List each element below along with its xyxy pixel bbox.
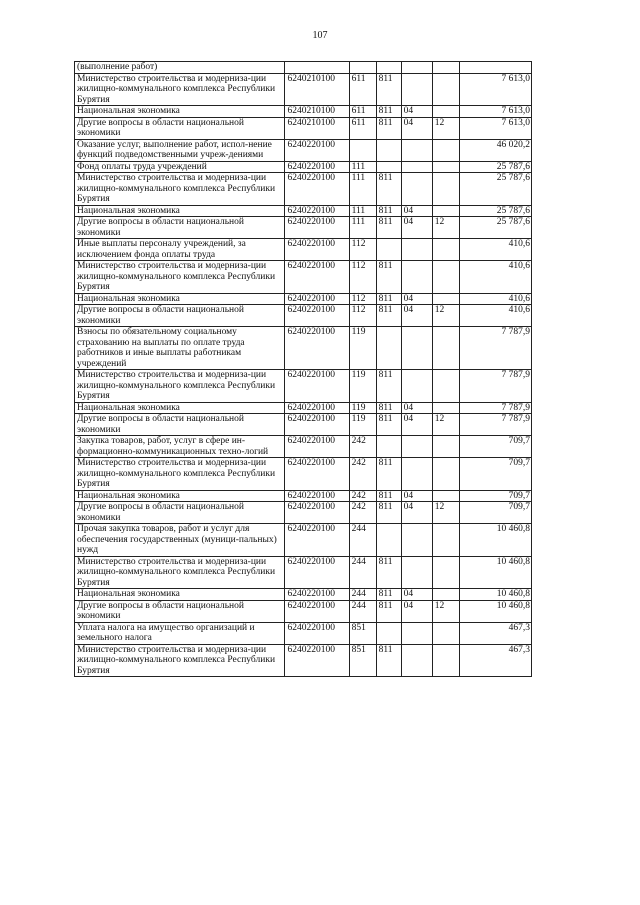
expense-type-cell: 111 <box>349 217 376 239</box>
department-code-cell: 811 <box>376 370 401 403</box>
subsection-code-cell <box>432 173 459 206</box>
department-code-cell <box>376 622 401 644</box>
amount-cell: 25 787,6 <box>459 217 531 239</box>
target-code-cell: 6240220100 <box>285 600 349 622</box>
department-code-cell: 811 <box>376 502 401 524</box>
department-code-cell: 811 <box>376 106 401 118</box>
subsection-code-cell <box>432 589 459 601</box>
amount-cell: 7 787,9 <box>459 414 531 436</box>
section-code-cell: 04 <box>401 589 432 601</box>
target-code-cell: 6240220100 <box>285 490 349 502</box>
budget-table-body <box>75 62 532 677</box>
row-name-cell: Другие вопросы в области национальной экономики <box>75 117 285 139</box>
department-code-cell: 811 <box>376 293 401 305</box>
table-row <box>75 139 532 161</box>
amount-cell <box>459 62 531 74</box>
amount-cell: 7 787,9 <box>459 402 531 414</box>
amount-cell: 467,3 <box>459 644 531 677</box>
table-row <box>75 327 532 370</box>
target-code-cell: 6240220100 <box>285 205 349 217</box>
section-code-cell: 04 <box>401 293 432 305</box>
expense-type-cell: 112 <box>349 261 376 294</box>
target-code-cell: 6240220100 <box>285 414 349 436</box>
section-code-cell <box>401 62 432 74</box>
table-row <box>75 414 532 436</box>
department-code-cell: 811 <box>376 556 401 589</box>
table-row <box>75 305 532 327</box>
section-code-cell <box>401 644 432 677</box>
target-code-cell: 6240210100 <box>285 117 349 139</box>
department-code-cell: 811 <box>376 217 401 239</box>
amount-cell: 25 787,6 <box>459 205 531 217</box>
subsection-code-cell <box>432 205 459 217</box>
target-code-cell: 6240220100 <box>285 139 349 161</box>
table-row <box>75 502 532 524</box>
row-name-cell: Другие вопросы в области национальной экономики <box>75 414 285 436</box>
expense-type-cell: 244 <box>349 524 376 557</box>
expense-type-cell: 242 <box>349 490 376 502</box>
amount-cell: 25 787,6 <box>459 173 531 206</box>
amount-cell: 25 787,6 <box>459 161 531 173</box>
subsection-code-cell: 12 <box>432 600 459 622</box>
department-code-cell <box>376 436 401 458</box>
row-name-cell: Иные выплаты персоналу учреждений, за исключением фонда оплаты труда <box>75 239 285 261</box>
subsection-code-cell: 12 <box>432 117 459 139</box>
subsection-code-cell <box>432 490 459 502</box>
budget-table <box>74 61 532 677</box>
department-code-cell: 811 <box>376 600 401 622</box>
row-name-cell: Министерство строительства и модерниза-ции жилищно-коммунального комплекса Республики Бурятия <box>75 73 285 106</box>
department-code-cell: 811 <box>376 402 401 414</box>
table-row <box>75 205 532 217</box>
section-code-cell <box>401 261 432 294</box>
row-name-cell: Национальная экономика <box>75 293 285 305</box>
expense-type-cell: 119 <box>349 414 376 436</box>
target-code-cell: 6240220100 <box>285 305 349 327</box>
section-code-cell <box>401 239 432 261</box>
section-code-cell: 04 <box>401 117 432 139</box>
section-code-cell <box>401 73 432 106</box>
row-name-cell: Национальная экономика <box>75 402 285 414</box>
expense-type-cell: 242 <box>349 502 376 524</box>
expense-type-cell <box>349 139 376 161</box>
row-name-cell: Министерство строительства и модерниза-ции жилищно-коммунального комплекса Республики Бурятия <box>75 370 285 403</box>
department-code-cell <box>376 327 401 370</box>
table-row <box>75 117 532 139</box>
target-code-cell: 6240210100 <box>285 106 349 118</box>
row-name-cell: Прочая закупка товаров, работ и услуг для обеспечения государственных (муници-пальных) нужд <box>75 524 285 557</box>
target-code-cell: 6240220100 <box>285 556 349 589</box>
table-row <box>75 106 532 118</box>
department-code-cell: 811 <box>376 305 401 327</box>
section-code-cell <box>401 327 432 370</box>
table-row <box>75 589 532 601</box>
table-row <box>75 261 532 294</box>
expense-type-cell: 111 <box>349 161 376 173</box>
department-code-cell <box>376 239 401 261</box>
row-name-cell: Фонд оплаты труда учреждений <box>75 161 285 173</box>
row-name-cell: Национальная экономика <box>75 205 285 217</box>
subsection-code-cell <box>432 556 459 589</box>
subsection-code-cell: 12 <box>432 217 459 239</box>
target-code-cell: 6240220100 <box>285 239 349 261</box>
row-name-cell: Взносы по обязательному социальному страхованию на выплаты по оплате труда работников и иные выплаты работникам учреждений <box>75 327 285 370</box>
amount-cell: 10 460,8 <box>459 556 531 589</box>
target-code-cell: 6240220100 <box>285 402 349 414</box>
subsection-code-cell <box>432 402 459 414</box>
target-code-cell: 6240220100 <box>285 261 349 294</box>
department-code-cell <box>376 62 401 74</box>
department-code-cell: 811 <box>376 73 401 106</box>
subsection-code-cell <box>432 73 459 106</box>
table-row <box>75 622 532 644</box>
expense-type-cell: 242 <box>349 436 376 458</box>
table-row <box>75 62 532 74</box>
row-name-cell: (выполнение работ) <box>75 62 285 74</box>
subsection-code-cell <box>432 327 459 370</box>
expense-type-cell: 111 <box>349 173 376 206</box>
expense-type-cell: 244 <box>349 556 376 589</box>
row-name-cell: Национальная экономика <box>75 106 285 118</box>
department-code-cell <box>376 524 401 557</box>
row-name-cell: Другие вопросы в области национальной экономики <box>75 600 285 622</box>
table-row <box>75 239 532 261</box>
amount-cell: 10 460,8 <box>459 600 531 622</box>
department-code-cell: 811 <box>376 490 401 502</box>
expense-type-cell: 851 <box>349 644 376 677</box>
amount-cell: 410,6 <box>459 293 531 305</box>
table-row <box>75 402 532 414</box>
target-code-cell: 6240220100 <box>285 644 349 677</box>
expense-type-cell: 244 <box>349 600 376 622</box>
subsection-code-cell <box>432 644 459 677</box>
target-code-cell: 6240210100 <box>285 73 349 106</box>
section-code-cell: 04 <box>401 502 432 524</box>
amount-cell: 10 460,8 <box>459 589 531 601</box>
section-code-cell: 04 <box>401 600 432 622</box>
section-code-cell: 04 <box>401 402 432 414</box>
subsection-code-cell <box>432 161 459 173</box>
target-code-cell: 6240220100 <box>285 161 349 173</box>
section-code-cell <box>401 139 432 161</box>
section-code-cell <box>401 458 432 491</box>
amount-cell: 709,7 <box>459 436 531 458</box>
row-name-cell: Министерство строительства и модерниза-ции жилищно-коммунального комплекса Республики Бурятия <box>75 261 285 294</box>
section-code-cell: 04 <box>401 490 432 502</box>
target-code-cell: 6240220100 <box>285 622 349 644</box>
target-code-cell: 6240220100 <box>285 293 349 305</box>
section-code-cell <box>401 556 432 589</box>
section-code-cell: 04 <box>401 217 432 239</box>
table-row <box>75 458 532 491</box>
expense-type-cell: 112 <box>349 305 376 327</box>
row-name-cell: Министерство строительства и модерниза-ции жилищно-коммунального комплекса Республики Бурятия <box>75 644 285 677</box>
section-code-cell: 04 <box>401 305 432 327</box>
expense-type-cell: 112 <box>349 239 376 261</box>
table-row <box>75 490 532 502</box>
amount-cell: 7 613,0 <box>459 106 531 118</box>
subsection-code-cell <box>432 622 459 644</box>
row-name-cell: Министерство строительства и модерниза-ции жилищно-коммунального комплекса Республики Бурятия <box>75 173 285 206</box>
target-code-cell: 6240220100 <box>285 370 349 403</box>
department-code-cell <box>376 161 401 173</box>
expense-type-cell: 242 <box>349 458 376 491</box>
department-code-cell: 811 <box>376 644 401 677</box>
target-code-cell: 6240220100 <box>285 327 349 370</box>
expense-type-cell: 611 <box>349 106 376 118</box>
target-code-cell: 6240220100 <box>285 217 349 239</box>
row-name-cell: Другие вопросы в области национальной экономики <box>75 502 285 524</box>
section-code-cell <box>401 622 432 644</box>
subsection-code-cell <box>432 436 459 458</box>
expense-type-cell: 119 <box>349 327 376 370</box>
subsection-code-cell <box>432 106 459 118</box>
department-code-cell: 811 <box>376 261 401 294</box>
amount-cell: 46 020,2 <box>459 139 531 161</box>
expense-type-cell: 611 <box>349 117 376 139</box>
amount-cell: 709,7 <box>459 502 531 524</box>
page-number: 107 <box>312 30 328 41</box>
expense-type-cell: 611 <box>349 73 376 106</box>
amount-cell: 410,6 <box>459 239 531 261</box>
table-row <box>75 600 532 622</box>
row-name-cell: Оказание услуг, выполнение работ, испол-нение функций подведомственными учреж-дениями <box>75 139 285 161</box>
department-code-cell: 811 <box>376 117 401 139</box>
table-row <box>75 217 532 239</box>
subsection-code-cell <box>432 261 459 294</box>
section-code-cell <box>401 524 432 557</box>
table-row <box>75 293 532 305</box>
department-code-cell: 811 <box>376 589 401 601</box>
department-code-cell: 811 <box>376 173 401 206</box>
table-row <box>75 436 532 458</box>
subsection-code-cell: 12 <box>432 502 459 524</box>
department-code-cell: 811 <box>376 458 401 491</box>
subsection-code-cell: 12 <box>432 305 459 327</box>
amount-cell: 7 613,0 <box>459 73 531 106</box>
amount-cell: 410,6 <box>459 261 531 294</box>
subsection-code-cell <box>432 239 459 261</box>
table-row <box>75 73 532 106</box>
table-row <box>75 524 532 557</box>
row-name-cell: Национальная экономика <box>75 589 285 601</box>
target-code-cell: 6240220100 <box>285 589 349 601</box>
row-name-cell: Министерство строительства и модерниза-ции жилищно-коммунального комплекса Республики Бурятия <box>75 458 285 491</box>
section-code-cell: 04 <box>401 414 432 436</box>
subsection-code-cell: 12 <box>432 414 459 436</box>
table-row <box>75 161 532 173</box>
target-code-cell <box>285 62 349 74</box>
department-code-cell <box>376 139 401 161</box>
amount-cell: 709,7 <box>459 490 531 502</box>
amount-cell: 7 613,0 <box>459 117 531 139</box>
target-code-cell: 6240220100 <box>285 502 349 524</box>
subsection-code-cell <box>432 293 459 305</box>
amount-cell: 7 787,9 <box>459 327 531 370</box>
section-code-cell: 04 <box>401 205 432 217</box>
section-code-cell: 04 <box>401 106 432 118</box>
section-code-cell <box>401 173 432 206</box>
amount-cell: 410,6 <box>459 305 531 327</box>
expense-type-cell: 244 <box>349 589 376 601</box>
expense-type-cell: 851 <box>349 622 376 644</box>
amount-cell: 709,7 <box>459 458 531 491</box>
row-name-cell: Министерство строительства и модерниза-ции жилищно-коммунального комплекса Республики Бурятия <box>75 556 285 589</box>
table-row <box>75 644 532 677</box>
subsection-code-cell <box>432 524 459 557</box>
row-name-cell: Уплата налога на имущество организаций и земельного налога <box>75 622 285 644</box>
amount-cell: 10 460,8 <box>459 524 531 557</box>
amount-cell: 7 787,9 <box>459 370 531 403</box>
expense-type-cell: 119 <box>349 402 376 414</box>
target-code-cell: 6240220100 <box>285 524 349 557</box>
subsection-code-cell <box>432 458 459 491</box>
department-code-cell: 811 <box>376 205 401 217</box>
expense-type-cell: 119 <box>349 370 376 403</box>
expense-type-cell <box>349 62 376 74</box>
row-name-cell: Другие вопросы в области национальной экономики <box>75 217 285 239</box>
target-code-cell: 6240220100 <box>285 173 349 206</box>
section-code-cell <box>401 370 432 403</box>
target-code-cell: 6240220100 <box>285 436 349 458</box>
department-code-cell: 811 <box>376 414 401 436</box>
subsection-code-cell <box>432 139 459 161</box>
section-code-cell <box>401 161 432 173</box>
expense-type-cell: 112 <box>349 293 376 305</box>
expense-type-cell: 111 <box>349 205 376 217</box>
target-code-cell: 6240220100 <box>285 458 349 491</box>
amount-cell: 467,3 <box>459 622 531 644</box>
section-code-cell <box>401 436 432 458</box>
subsection-code-cell <box>432 62 459 74</box>
table-row <box>75 370 532 403</box>
row-name-cell: Закупка товаров, работ, услуг в сфере ин-формационно-коммуникационных техно-логий <box>75 436 285 458</box>
subsection-code-cell <box>432 370 459 403</box>
row-name-cell: Другие вопросы в области национальной экономики <box>75 305 285 327</box>
row-name-cell: Национальная экономика <box>75 490 285 502</box>
table-row <box>75 556 532 589</box>
table-row <box>75 173 532 206</box>
